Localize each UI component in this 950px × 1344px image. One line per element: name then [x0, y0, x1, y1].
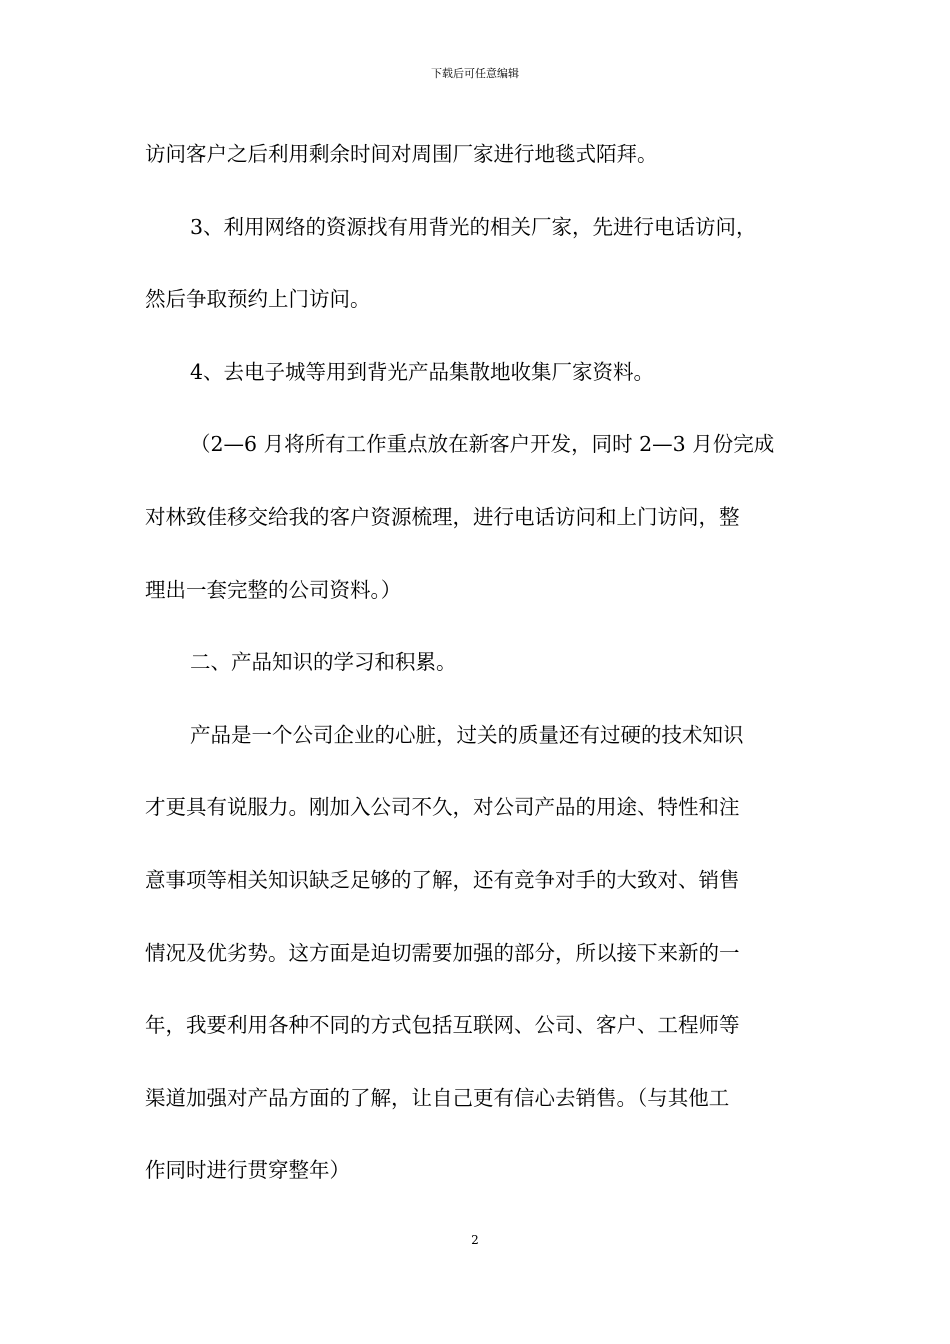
text-line: 理出一套完整的公司资料。） — [145, 577, 402, 602]
paragraph — [145, 191, 810, 336]
paragraph — [145, 408, 810, 626]
page-number: 2 — [471, 1233, 479, 1247]
page-header: 下载后可任意编辑 — [431, 67, 519, 80]
text-line: 访问客户之后利用剩余时间对周围厂家进行地毯式陌拜。 — [145, 142, 658, 166]
paragraph — [145, 699, 810, 1207]
paragraph — [145, 626, 810, 699]
text-line: 4、去电子城等用到背光产品集散地收集厂家资料。 — [190, 359, 655, 384]
paragraph — [145, 336, 810, 409]
text-line: 渠道加强对产品方面的了解，让自己更有信心去销售。（与其他工 — [145, 1085, 730, 1110]
text-line: （2—6 月将所有工作重点放在新客户开发，同时 2—3 月份完成 — [190, 432, 775, 457]
text-line: 作同时进行贯穿整年） — [145, 1158, 350, 1183]
paragraph — [145, 118, 810, 191]
text-line: 产品是一个公司企业的心脏，过关的质量还有过硬的技术知识 — [190, 722, 744, 747]
text-line: 意事项等相关知识缺乏足够的了解，还有竞争对手的大致对、销售 — [145, 867, 740, 892]
text-line: 3、利用网络的资源找有用背光的相关厂家，先进行电话访问， — [190, 214, 757, 239]
document-body — [145, 118, 810, 1207]
text-line: 才更具有说服力。刚加入公司不久，对公司产品的用途、特性和注 — [145, 795, 740, 820]
section-heading: 二、产品知识的学习和积累。 — [190, 650, 457, 675]
text-line: 年，我要利用各种不同的方式包括互联网、公司、客户、工程师等 — [145, 1013, 740, 1038]
text-line: 情况及优劣势。这方面是迫切需要加强的部分，所以接下来新的一 — [145, 940, 740, 965]
text-line: 然后争取预约上门访问。 — [145, 287, 371, 312]
text-line: 对林致佳移交给我的客户资源梳理，进行电话访问和上门访问，整 — [145, 504, 740, 529]
